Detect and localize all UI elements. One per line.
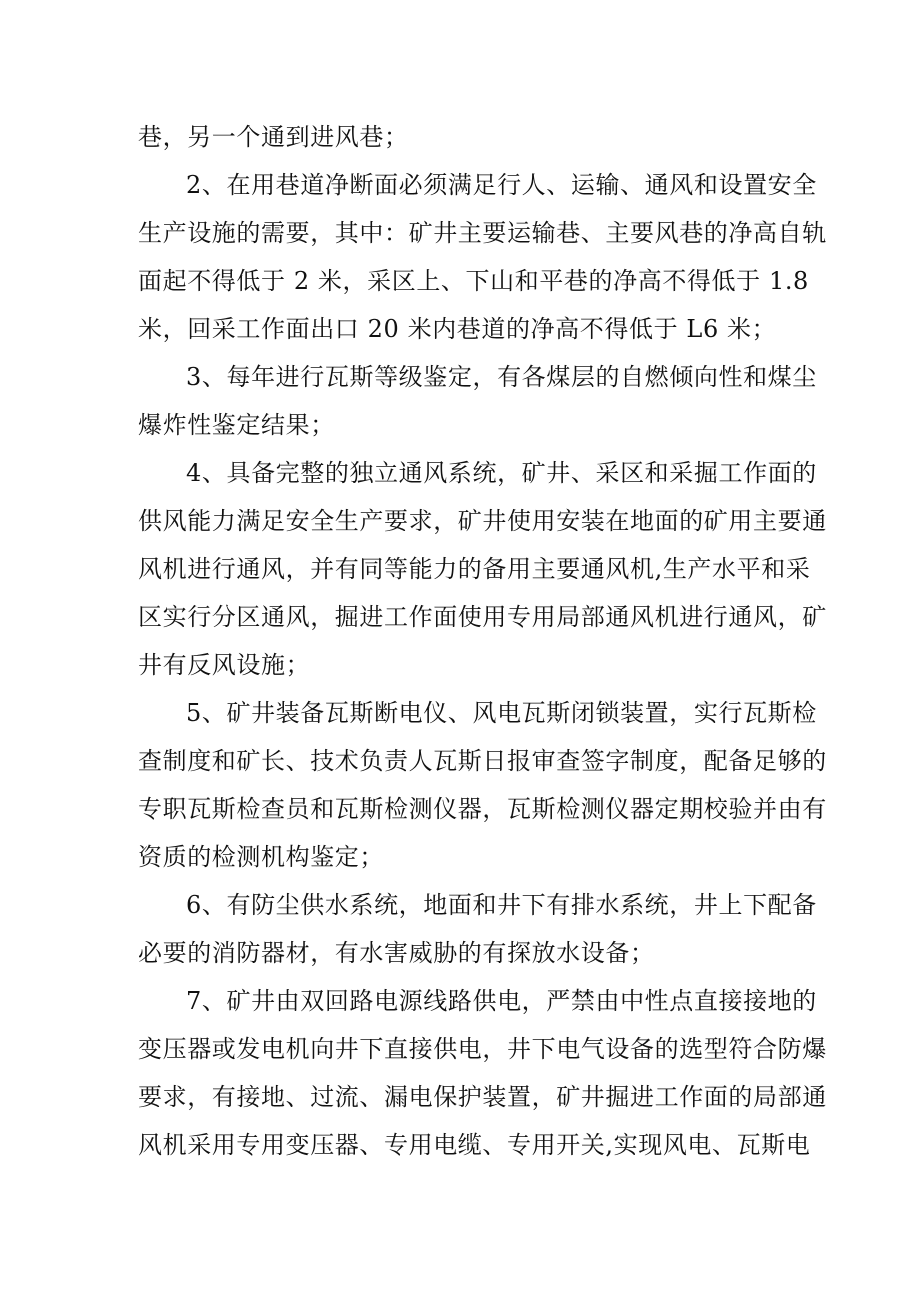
- paragraph-6-line: 6、有防尘供水系统，地面和井下有排水系统，井上下配备: [186, 891, 817, 919]
- text-line: 专职瓦斯检查员和瓦斯检测仪器，瓦斯检测仪器定期校验并由有: [138, 795, 827, 823]
- text-line: 爆炸性鉴定结果；: [138, 411, 335, 439]
- text-line: 资质的检测机构鉴定；: [138, 843, 384, 871]
- text-line: 变压器或发电机向井下直接供电，井下电气设备的选型符合防爆: [138, 1035, 827, 1063]
- paragraph-5-line: 5、矿井装备瓦斯断电仪、风电瓦斯闭锁装置，实行瓦斯检: [186, 699, 817, 727]
- text-line: 必要的消防器材，有水害威胁的有探放水设备；: [138, 939, 655, 967]
- paragraph-2-line: 2、在用巷道净断面必须满足行人、运输、通风和设置安全: [186, 171, 817, 199]
- text-line: 生产设施的需要，其中：矿井主要运输巷、主要风巷的净高自轨: [138, 219, 827, 247]
- text-line: 供风能力满足安全生产要求，矿井使用安装在地面的矿用主要通: [138, 507, 827, 535]
- text-line: 面起不得低于 2 米，采区上、下山和平巷的净高不得低于 1.8: [138, 267, 809, 295]
- text-line: 巷，另一个通到进风巷；: [138, 123, 409, 151]
- text-line: 井有反风设施；: [138, 651, 311, 679]
- text-line: 风机进行通风，并有同等能力的备用主要通风机,生产水平和采: [138, 555, 811, 583]
- text-line: 要求，有接地、过流、漏电保护装置，矿井掘进工作面的局部通: [138, 1083, 827, 1111]
- paragraph-4-line: 4、具备完整的独立通风系统，矿井、采区和采掘工作面的: [186, 459, 817, 487]
- text-line: 风机采用专用变压器、专用电缆、专用开关,实现风电、瓦斯电: [138, 1131, 811, 1159]
- text-line: 区实行分区通风，掘进工作面使用专用局部通风机进行通风，矿: [138, 603, 827, 631]
- paragraph-7-line: 7、矿井由双回路电源线路供电，严禁由中性点直接接地的: [186, 987, 817, 1015]
- text-line: 米，回采工作面出口 20 米内巷道的净高不得低于 L6 米；: [138, 315, 777, 343]
- text-line: 查制度和矿长、技术负责人瓦斯日报审查签字制度，配备足够的: [138, 747, 827, 775]
- paragraph-3-line: 3、每年进行瓦斯等级鉴定，有各煤层的自燃倾向性和煤尘: [186, 363, 817, 391]
